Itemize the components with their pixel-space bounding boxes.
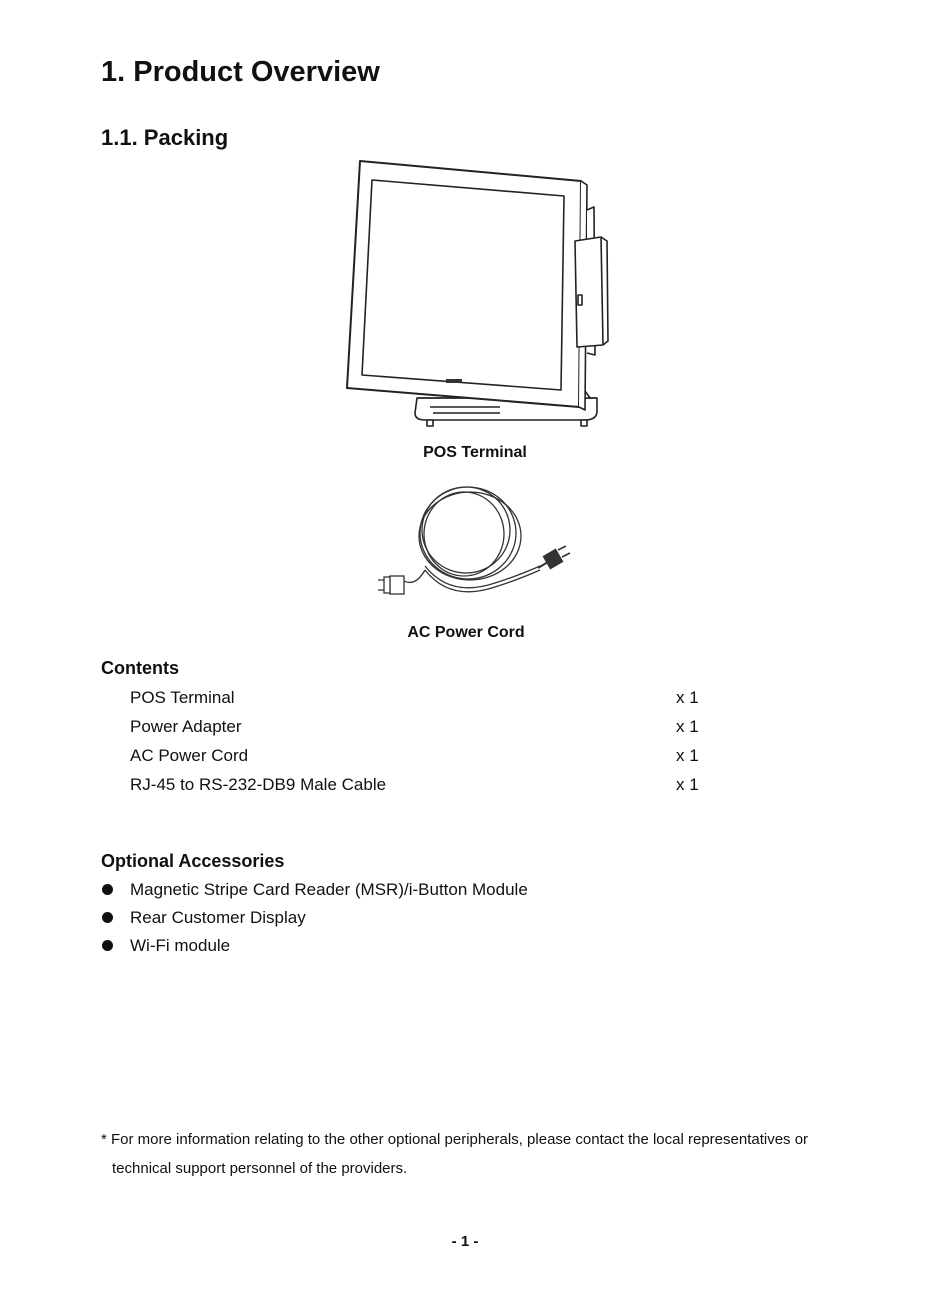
figure-caption-pos-terminal: POS Terminal <box>423 444 527 461</box>
accessory-label: Magnetic Stripe Card Reader (MSR)/i-Button Module <box>130 880 528 899</box>
bullet-icon <box>102 884 113 895</box>
accessory-label: Wi-Fi module <box>130 936 231 955</box>
item-quantity: x 1 <box>676 775 699 794</box>
contents-heading: Contents <box>101 658 179 678</box>
list-item <box>101 876 801 904</box>
optional-accessories-heading: Optional Accessories <box>101 851 285 871</box>
bullet-icon <box>102 940 113 951</box>
page-title: 1. Product Overview <box>101 56 380 88</box>
accessory-label: Rear Customer Display <box>130 908 306 927</box>
optional-accessories-list <box>101 876 801 960</box>
footnote-line-2: technical support personnel of the providers. <box>112 1160 408 1177</box>
item-quantity: x 1 <box>676 746 699 765</box>
list-item <box>130 741 730 770</box>
list-item <box>130 770 730 799</box>
ac-power-cord-illustration <box>370 478 585 603</box>
figure-caption-ac-power-cord: AC Power Cord <box>407 624 525 641</box>
item-name: Power Adapter <box>130 717 242 736</box>
item-name: AC Power Cord <box>130 746 249 765</box>
item-name: POS Terminal <box>130 688 235 707</box>
footnote-line-1: * For more information relating to the other optional peripherals, please contact the local representatives or <box>101 1131 809 1148</box>
page-number: - 1 - <box>451 1233 479 1250</box>
bullet-icon <box>102 912 113 923</box>
item-quantity: x 1 <box>676 688 699 707</box>
list-item <box>130 712 730 741</box>
list-item <box>101 932 801 960</box>
footnote <box>101 1125 891 1183</box>
list-item <box>101 904 801 932</box>
pos-terminal-illustration <box>335 155 620 440</box>
item-quantity: x 1 <box>676 717 699 736</box>
contents-list <box>130 683 730 799</box>
section-title: 1.1. Packing <box>101 125 229 150</box>
item-name: RJ-45 to RS-232-DB9 Male Cable <box>130 775 387 794</box>
list-item <box>130 683 730 712</box>
